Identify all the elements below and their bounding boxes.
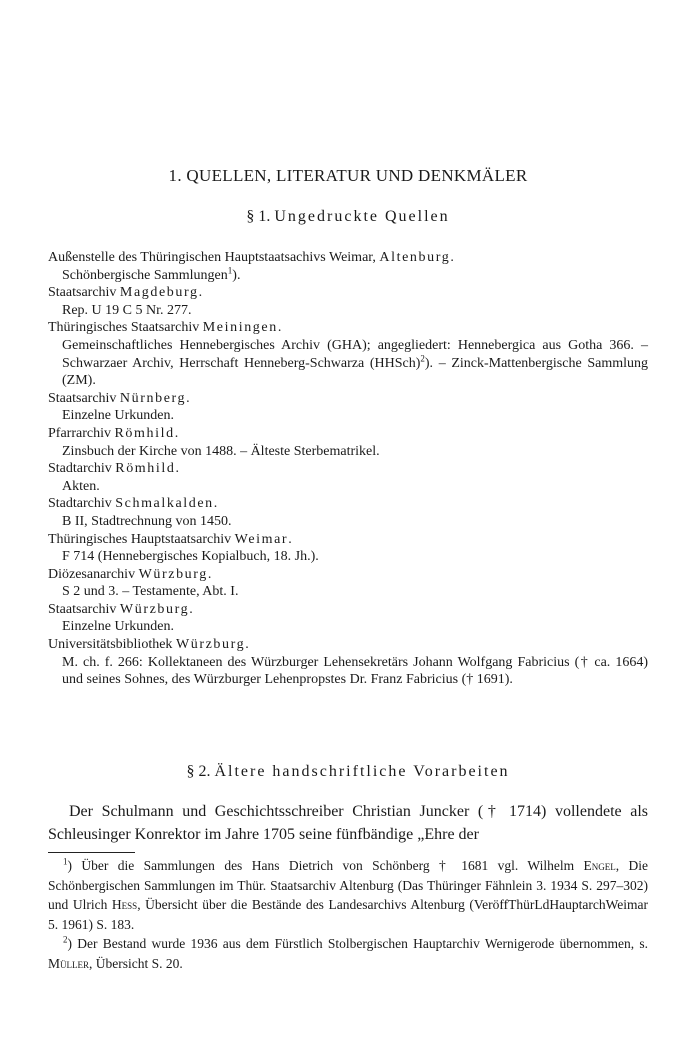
author-name: Hess <box>111 897 138 912</box>
holdings-text: S 2 und 3. – Testamente, Abt. I. <box>62 584 239 600</box>
chapter-title: 1. QUELLEN, LITERATUR UND DENKMÄLER <box>168 166 528 185</box>
archive-label: Staatsarchiv <box>48 390 120 406</box>
archive-label: Stadtarchiv <box>48 461 116 477</box>
archive-entry <box>48 249 648 284</box>
section-number: § 1. <box>246 208 275 225</box>
archive-city: Römhild <box>114 425 175 441</box>
archive-city: Würzburg <box>119 601 190 617</box>
archive-name <box>48 531 648 549</box>
footnote-text: ) Der Bestand wurde 1936 aus dem Fürstlich Stolbergischen Hauptarchiv Wernigerode übernommen, s. <box>67 936 648 951</box>
section-heading-2 <box>48 763 648 781</box>
archive-holdings <box>48 618 648 636</box>
archive-holdings <box>48 443 648 461</box>
footnote-ref: 2 <box>420 352 425 363</box>
archive-city: Magdeburg <box>119 285 199 301</box>
archive-entry <box>48 390 648 425</box>
archive-holdings <box>48 407 648 425</box>
footnote-mark: 2 <box>63 934 68 945</box>
archive-name <box>48 425 648 443</box>
archive-entry <box>48 460 648 495</box>
footnote-mark: 1 <box>63 856 68 867</box>
holdings-text: Schönbergische Sammlungen <box>62 267 228 283</box>
holdings-text: M. ch. f. 266: Kollektaneen des Würzburger Lehensekretärs Johann Wolfgang Fabricius († ca. 1664) und seines Sohnes, des Würzburger Lehenpropstes Dr. Franz Fabricius († 1691). <box>62 654 648 688</box>
footnote-text: , Übersicht über die Bestände des Landesarchivs Altenburg (VeröffThürLdHauptarchWeimar 5. 1961) S. 183. <box>48 897 648 932</box>
archive-punct: . <box>175 461 179 477</box>
archive-holdings <box>48 302 648 320</box>
archive-name <box>48 249 648 267</box>
archive-city: Schmalkalden <box>115 496 214 512</box>
archive-name <box>48 566 648 584</box>
archive-name <box>48 460 648 478</box>
holdings-text: B II, Stadtrechnung von 1450. <box>62 513 232 529</box>
section-heading-1 <box>48 208 648 226</box>
archive-city: Meiningen <box>202 320 278 336</box>
holdings-text-end: ). <box>232 267 241 283</box>
archive-punct: . <box>189 601 193 617</box>
holdings-text: Rep. U 19 C 5 Nr. 277. <box>62 302 192 318</box>
body-paragraph: Der Schulmann und Geschichtsschreiber Christian Juncker († 1714) vollendete als Schleusinger Konrektor im Jahre 1705 seine fünfbändige „Ehre der <box>48 803 648 843</box>
footnote <box>48 856 648 934</box>
archive-holdings <box>48 548 648 566</box>
archive-name <box>48 284 648 302</box>
archive-list <box>48 249 648 689</box>
archive-city: Römhild <box>115 461 176 477</box>
archive-holdings <box>48 513 648 531</box>
archive-city: Würzburg <box>175 637 246 653</box>
archive-label: Stadtarchiv <box>48 496 116 512</box>
archive-name <box>48 636 648 654</box>
archive-entry <box>48 531 648 566</box>
archive-label: Pfarrarchiv <box>48 425 115 441</box>
archive-punct: . <box>245 637 249 653</box>
archive-holdings <box>48 478 648 496</box>
archive-label: Thüringisches Hauptstaatsarchiv <box>48 531 235 547</box>
archive-entry <box>48 425 648 460</box>
archive-label: Thüringisches Staatsarchiv <box>48 320 203 336</box>
holdings-text: Gemeinschaftliches Hennebergisches Archiv (GHA); angegliedert: Hennebergica aus Gotha 366. – Schwarzaer Archiv, Herrschaft Henneberg-Schwarza (HHSch) <box>62 337 648 371</box>
archive-label: Diözesanarchiv <box>48 566 139 582</box>
archive-city: Nürnberg <box>119 390 187 406</box>
author-name: Müller <box>48 955 89 971</box>
section-title: Ältere handschriftliche Vorarbeiten <box>214 763 510 780</box>
archive-city: Altenburg <box>379 250 451 265</box>
footnote-ref: 1 <box>227 264 233 275</box>
footnote-text: , Übersicht S. 20. <box>89 955 183 971</box>
archive-punct: . <box>450 250 454 265</box>
archive-punct: . <box>288 531 292 547</box>
archive-entry <box>48 601 648 636</box>
holdings-text: Einzelne Urkunden. <box>62 619 174 635</box>
section-number: § 2. <box>186 763 215 780</box>
section-title: Ungedruckte Quellen <box>274 208 450 225</box>
author-name: Engel <box>583 858 616 873</box>
holdings-text: F 714 (Hennebergisches Kopialbuch, 18. Jh.). <box>62 549 319 565</box>
holdings-text: Einzelne Urkunden. <box>62 408 174 424</box>
archive-name <box>48 495 648 513</box>
archive-punct: . <box>174 425 179 441</box>
archive-entry <box>48 566 648 601</box>
archive-punct: . <box>207 566 212 582</box>
footnotes <box>48 856 648 973</box>
archive-city: Würzburg <box>138 566 208 582</box>
archive-punct: . <box>213 496 218 512</box>
archive-entry <box>48 284 648 319</box>
holdings-text: Akten. <box>62 478 100 494</box>
archive-holdings <box>48 337 648 390</box>
footnote-text: ) Über die Sammlungen des Hans Dietrich von Schönberg † 1681 vgl. Wilhelm <box>67 858 584 873</box>
archive-entry <box>48 319 648 389</box>
archive-label: Universitätsbibliothek <box>48 637 176 653</box>
archive-name <box>48 601 648 619</box>
archive-holdings <box>48 583 648 601</box>
footnote-rule <box>48 852 135 853</box>
archive-city: Weimar <box>234 531 289 547</box>
archive-name <box>48 319 648 337</box>
archive-punct: . <box>186 390 190 406</box>
holdings-text: Zinsbuch der Kirche von 1488. – Älteste Sterbematrikel. <box>62 443 380 459</box>
archive-holdings <box>48 654 648 689</box>
archive-holdings <box>48 264 648 285</box>
archive-label: Außenstelle des Thüringischen Hauptstaatsachivs Weimar, <box>48 250 380 265</box>
footnote-text: , Die Schönbergischen Sammlungen im Thür. Staatsarchiv Altenburg (Das Thüringer Fähnlein 3. 1934 S. 297–302) und Ulrich <box>48 858 649 912</box>
archive-label: Staatsarchiv <box>48 285 120 301</box>
archive-entry <box>48 495 648 530</box>
archive-name <box>48 390 648 408</box>
holdings-text-end: ). – Zinck-Mattenbergische Sammlung (ZM). <box>62 355 648 389</box>
archive-entry <box>48 636 648 689</box>
archive-punct: . <box>198 285 203 301</box>
footnote <box>48 934 648 973</box>
archive-label: Staatsarchiv <box>48 601 120 617</box>
archive-punct: . <box>277 320 282 336</box>
